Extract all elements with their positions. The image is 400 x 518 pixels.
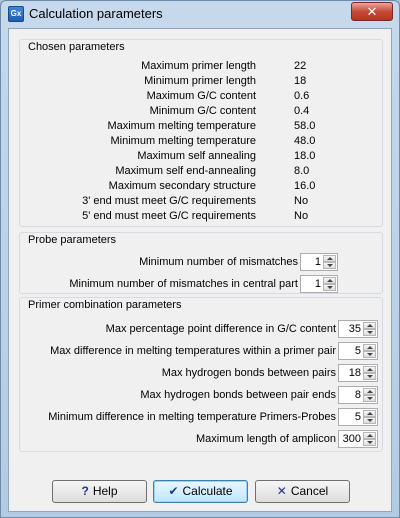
param-row: [20, 60, 384, 75]
param-label: Maximum primer length: [141, 60, 256, 72]
probe-label: Minimum number of mismatches in central part: [69, 278, 298, 290]
spinner-arrows[interactable]: [363, 344, 376, 358]
chosen-parameters-legend: Chosen parameters: [28, 41, 125, 53]
melting-temp-difference-spinner[interactable]: [338, 342, 378, 360]
param-label: Maximum melting temperature: [107, 120, 256, 132]
spin-up-icon[interactable]: [363, 344, 376, 351]
spin-up-icon[interactable]: [363, 432, 376, 439]
probe-parameters-legend: Probe parameters: [28, 234, 117, 246]
min-central-mismatches-spinner[interactable]: [300, 275, 338, 293]
help-label: Help: [92, 484, 118, 498]
param-row: [20, 135, 384, 150]
combo-label: Maximum length of amplicon: [195, 433, 336, 445]
param-value: 22: [294, 60, 307, 72]
spinner-value: 5: [354, 411, 361, 423]
param-label: Maximum self end-annealing: [115, 165, 256, 177]
combo-row: [20, 430, 384, 450]
spin-down-icon[interactable]: [363, 329, 376, 336]
param-row: [20, 180, 384, 195]
param-value: 18.0: [294, 150, 316, 162]
spin-up-icon[interactable]: [323, 255, 336, 262]
param-row: [20, 150, 384, 165]
title-bar[interactable]: [1, 1, 399, 27]
spin-down-icon[interactable]: [363, 373, 376, 380]
spin-up-icon[interactable]: [323, 277, 336, 284]
primer-combination-group: [19, 297, 383, 452]
probe-label: Minimum number of mismatches: [139, 256, 298, 268]
param-value: 0.4: [294, 105, 310, 117]
chosen-parameters-group: [19, 39, 383, 227]
param-value: 48.0: [294, 135, 316, 147]
param-label: 3' end must meet G/C requirements: [82, 195, 256, 207]
spinner-value: 18: [348, 367, 361, 379]
cancel-x-icon: ✕: [276, 484, 287, 498]
param-row: [20, 120, 384, 135]
spinner-value: 300: [342, 433, 361, 445]
hydrogen-bonds-ends-spinner[interactable]: [338, 386, 378, 404]
spin-down-icon[interactable]: [323, 284, 336, 291]
primers-probes-temp-spinner[interactable]: [338, 408, 378, 426]
cancel-button[interactable]: [255, 480, 350, 503]
amplicon-length-spinner[interactable]: [338, 430, 378, 448]
param-value: 0.6: [294, 90, 310, 102]
spinner-arrows[interactable]: [363, 388, 376, 402]
spin-down-icon[interactable]: [363, 351, 376, 358]
spinner-arrows[interactable]: [363, 366, 376, 380]
spin-up-icon[interactable]: [363, 366, 376, 373]
spinner-value: 1: [314, 278, 321, 290]
combo-row: [20, 364, 384, 384]
spinner-value: 8: [354, 389, 361, 401]
spinner-value: 1: [314, 256, 321, 268]
param-value: 58.0: [294, 120, 316, 132]
help-icon: ?: [81, 484, 89, 498]
combo-label: Max hydrogen bonds between pairs: [161, 367, 336, 379]
combo-row: [20, 342, 384, 362]
spin-up-icon[interactable]: [363, 410, 376, 417]
spin-up-icon[interactable]: [363, 322, 376, 329]
combo-row: [20, 408, 384, 428]
spinner-arrows[interactable]: [323, 255, 336, 269]
window-title: Calculation parameters: [29, 6, 163, 21]
probe-parameters-group: [19, 232, 383, 294]
probe-row: [20, 275, 384, 295]
combo-label: Max percentage point difference in G/C content: [105, 323, 336, 335]
min-mismatches-spinner[interactable]: [300, 253, 338, 271]
probe-row: [20, 253, 384, 273]
spin-up-icon[interactable]: [363, 388, 376, 395]
spin-down-icon[interactable]: [323, 262, 336, 269]
param-row: [20, 105, 384, 120]
param-label: Maximum self annealing: [137, 150, 256, 162]
close-button[interactable]: [351, 2, 393, 21]
calculate-label: Calculate: [182, 484, 233, 498]
spinner-arrows[interactable]: [323, 277, 336, 291]
spinner-arrows[interactable]: [363, 322, 376, 336]
combo-label: Max hydrogen bonds between pair ends: [140, 389, 336, 401]
param-row: [20, 165, 384, 180]
spinner-value: 5: [354, 345, 361, 357]
param-value: No: [294, 195, 309, 207]
cancel-label: Cancel: [290, 484, 329, 498]
combo-row: [20, 386, 384, 406]
param-label: Minimum melting temperature: [110, 135, 256, 147]
spin-down-icon[interactable]: [363, 417, 376, 424]
param-row: [20, 75, 384, 90]
param-row: [20, 90, 384, 105]
param-label: Minimum G/C content: [149, 105, 256, 117]
combo-row: [20, 320, 384, 340]
dialog-body: [8, 28, 392, 512]
combo-label: Minimum difference in melting temperature Primers-Probes: [48, 411, 336, 423]
spinner-arrows[interactable]: [363, 410, 376, 424]
param-label: Minimum primer length: [144, 75, 256, 87]
gc-difference-spinner[interactable]: [338, 320, 378, 338]
param-value: 16.0: [294, 180, 316, 192]
help-button[interactable]: [52, 480, 147, 503]
param-label: 5' end must meet G/C requirements: [82, 210, 256, 222]
param-label: Maximum G/C content: [146, 90, 256, 102]
spinner-value: 35: [348, 323, 361, 335]
param-row: [20, 195, 384, 210]
close-icon: ✕: [366, 4, 378, 19]
spin-down-icon[interactable]: [363, 439, 376, 446]
app-icon: Gx: [8, 6, 24, 22]
combo-label: Max difference in melting temperatures within a primer pair: [50, 345, 336, 357]
calculate-button[interactable]: [153, 480, 248, 503]
param-value: 8.0: [294, 165, 310, 177]
param-label: Maximum secondary structure: [108, 180, 256, 192]
param-row: [20, 210, 384, 225]
spinner-arrows[interactable]: [363, 432, 376, 446]
param-value: 18: [294, 75, 307, 87]
param-value: No: [294, 210, 309, 222]
hydrogen-bonds-pairs-spinner[interactable]: [338, 364, 378, 382]
checkmark-icon: ✔: [168, 484, 179, 498]
spin-down-icon[interactable]: [363, 395, 376, 402]
primer-combination-legend: Primer combination parameters: [28, 299, 182, 311]
